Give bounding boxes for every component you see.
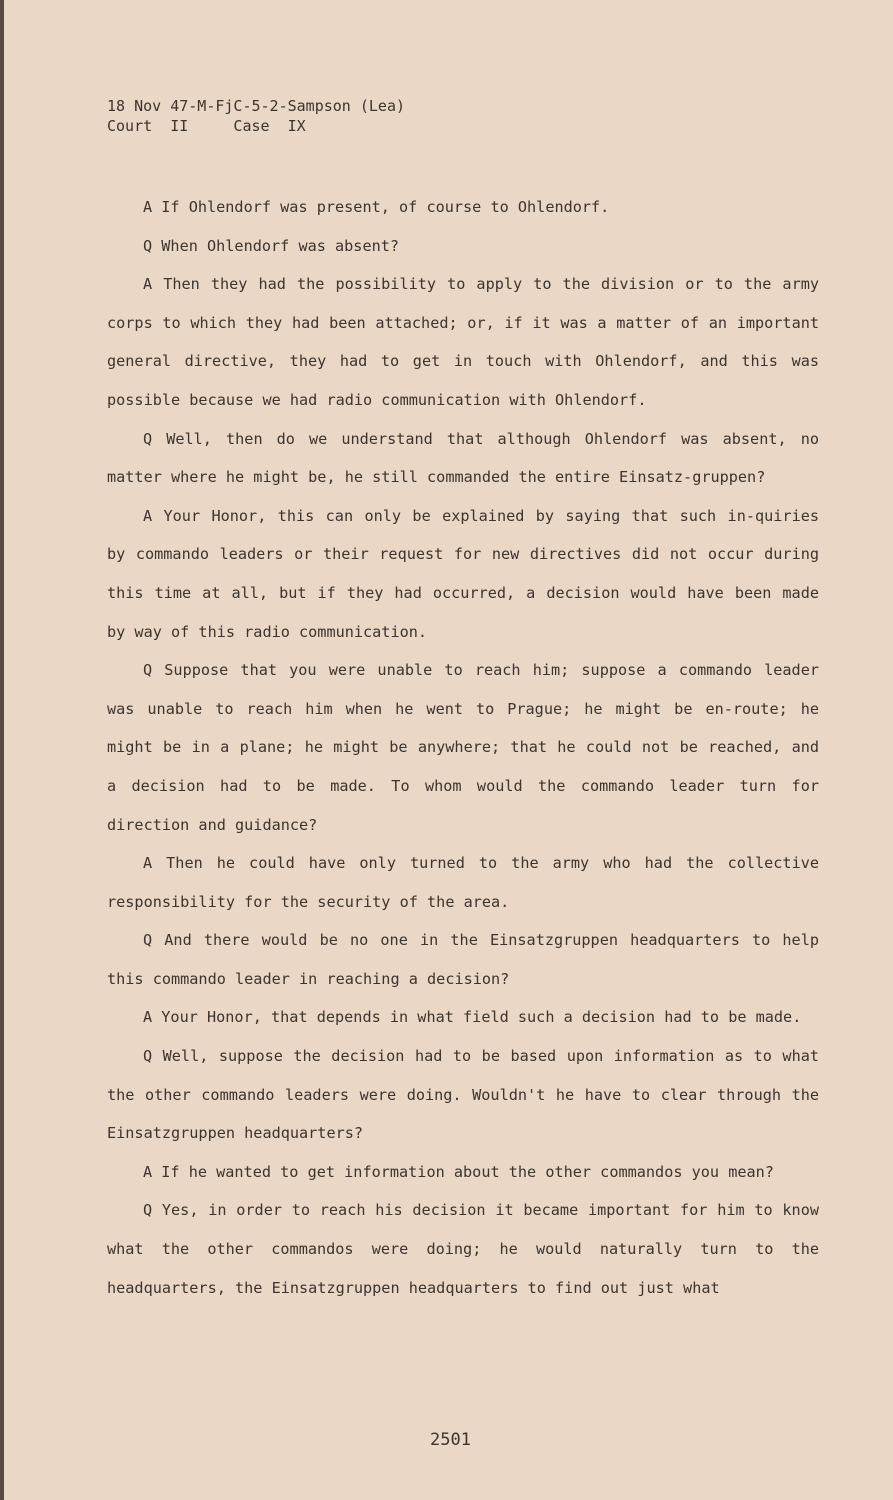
paragraph: A If he wanted to get information about the other commandos you mean? <box>143 1162 774 1181</box>
header-court-case-line: Court II Case IX <box>107 117 306 135</box>
paragraph: A Then they had the possibility to apply to the division or to the army corps to which they had been attached; or, if it was a matter of an important general directive, they had to get in touch with Ohlendorf, and this was possible because we had radio communication with Ohlendorf. <box>107 275 819 409</box>
page-number: 2501 <box>430 1430 471 1450</box>
paragraph: Q When Ohlendorf was absent? <box>143 236 400 255</box>
transcript-header <box>107 96 405 136</box>
paragraph: A Your Honor, this can only be explained by saying that such in-quiries by commando leaders or their request for new directives did not occur during this time at all, but if they had occurred, a decision would have been made by way of this radio communication. <box>107 506 819 641</box>
paragraph: Q Well, suppose the decision had to be based upon information as to what the other commando leaders were doing. Wouldn't he have to clear through the Einsatzgruppen headquarters? <box>107 1047 819 1143</box>
paragraph: Q Well, then do we understand that although Ohlendorf was absent, no matter where he might be, he still commanded the entire Einsatz-gruppen? <box>107 429 819 487</box>
paragraph: A Then he could have only turned to the army who had the collective responsibility for the security of the area. <box>107 854 819 911</box>
transcript-body <box>107 188 819 1307</box>
header-session-line: 18 Nov 47-M-FjC-5-2-Sampson (Lea) <box>107 97 406 115</box>
paragraph: A If Ohlendorf was present, of course to Ohlendorf. <box>143 198 610 216</box>
paragraph: Q Yes, in order to reach his decision it became important for him to know what the other commandos were doing; he would naturally turn to the headquarters, the Einsatzgruppen headquarters to find out just what <box>107 1201 819 1297</box>
paragraph: Q And there would be no one in the Einsatzgruppen headquarters to help this commando leader in reaching a decision? <box>107 931 819 988</box>
paragraph: A Your Honor, that depends in what field such a decision had to be made. <box>143 1008 802 1027</box>
paragraph: Q Suppose that you were unable to reach him; suppose a commando leader was unable to reach him when he went to Prague; he might be en-route; he might be in a plane; he might be anywhere; that he could not be reached, and a decision had to be made. To whom would the commando leader turn for direction and guidance? <box>107 661 819 834</box>
